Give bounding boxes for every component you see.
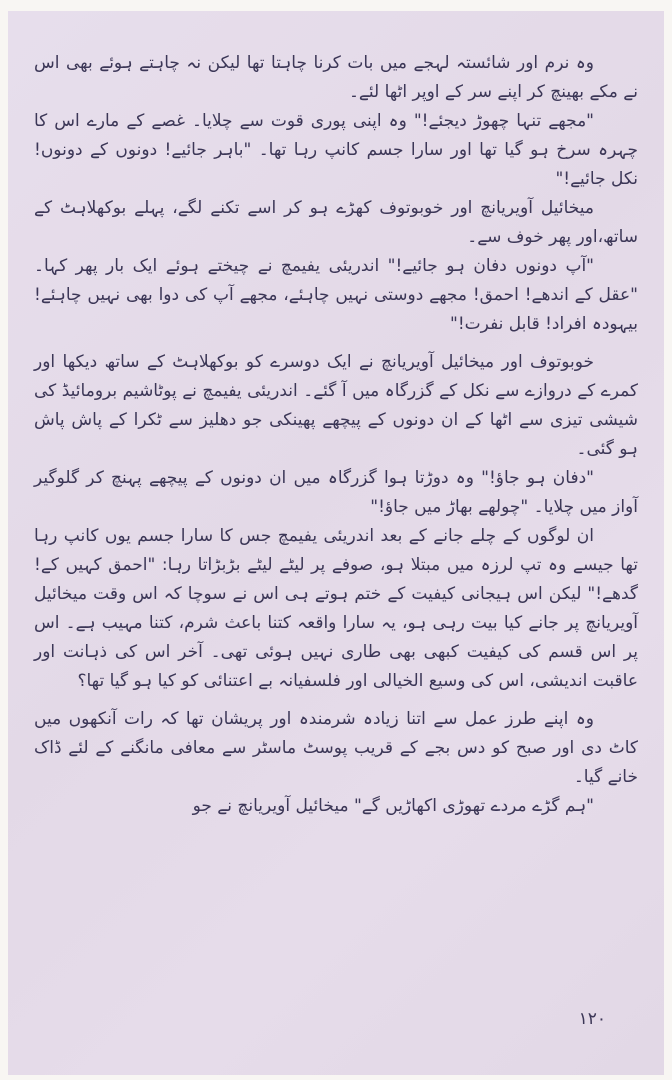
paragraph: "آپ دونوں دفان ہو جائیے!" اندریئی یفیمچ نے چیختے ہوئے ایک بار پھر کہا۔ "عقل کے اندھے! احمق! مجھے دوستی نہیں چاہئے، مجھے آپ کی دوا بھی نہیں چاہئے! بیہودہ افراد! قابل نفرت!"	[34, 256, 638, 334]
page-number: ۱۲۰	[578, 1009, 606, 1029]
page-text	[34, 49, 638, 821]
paragraph: خوبوتوف اور میخائیل آویریانچ نے ایک دوسرے کو بوکھلاہٹ کے ساتھ دیکھا اور کمرے کے دروازے سے نکل کے گزرگاہ میں آ گئے۔ اندریئی یفیمچ نے پوٹاشیم برومائیڈ کی شیشی تیزی سے اٹھا کے ان دونوں کے پیچھے پھینکی جو دھلیز سے ٹکرا کے پاش پاش ہو گئی۔	[34, 352, 638, 459]
paragraph: ان لوگوں کے چلے جانے کے بعد اندریئی یفیمچ جس کا سارا جسم یوں کانپ رہا تھا جیسے وہ تپ لرزہ میں مبتلا ہو، صوفے پر لیٹے لیٹے بڑبڑاتا رہا: "احمق کہیں کے! گدھے!" لیکن اس ہیجانی کیفیت کے ختم ہوتے ہی اس نے سوچا کہ اس وقت میخائیل آویریانچ پر جانے کیا بیت رہی ہو، یہ سارا واقعہ کتنا باعث شرم، کتنا مہیب ہے۔ اس پر اس قسم کی کیفیت کبھی بھی طاری نہیں ہوئی تھی۔ آخر اس کی ذہانت اور عاقبت اندیشی، اس کی وسیع الخیالی اور فلسفیانہ بے اعتنائی کو کیا ہو گیا تھا؟	[34, 526, 638, 691]
paragraph: میخائیل آویریانچ اور خوبوتوف کھڑے ہو کر اسے تکنے لگے، پہلے بوکھلاہٹ کے ساتھ،اور پھر خوف سے۔	[34, 198, 638, 247]
paragraph: "ہم گڑے مردے تھوڑی اکھاڑیں گے" میخائیل آویریانچ نے جو	[192, 796, 594, 816]
paragraph: وہ نرم اور شائستہ لہجے میں بات کرنا چاہتا تھا لیکن نہ چاہتے ہوئے بھی اس نے مکے بھینچ کر اپنے سر کے اوپر اٹھا لئے۔	[34, 53, 638, 102]
paragraph: "مجھے تنہا چھوڑ دیجئے!" وہ اپنی پوری قوت سے چلایا۔ غصے کے مارے اس کا چہرہ سرخ ہو گیا تھا اور سارا جسم کانپ رہا تھا۔ "باہر جائیے! دونوں کے دونوں! نکل جائیے!"	[34, 111, 638, 189]
paragraph: وہ اپنے طرز عمل سے اتنا زیادہ شرمندہ اور پریشان تھا کہ رات آنکھوں میں کاٹ دی اور صبح کو دس بجے کے قریب پوسٹ ماسٹر سے معافی مانگنے کے لئے ڈاک خانے گیا۔	[34, 709, 638, 787]
paragraph: "دفان ہو جاؤ!" وہ دوڑتا ہوا گزرگاہ میں ان دونوں کے پیچھے پہنچ کر گلوگیر آواز میں چلایا۔ "چولھے بھاڑ میں جاؤ!"	[34, 468, 638, 517]
paper-background	[8, 11, 664, 1075]
